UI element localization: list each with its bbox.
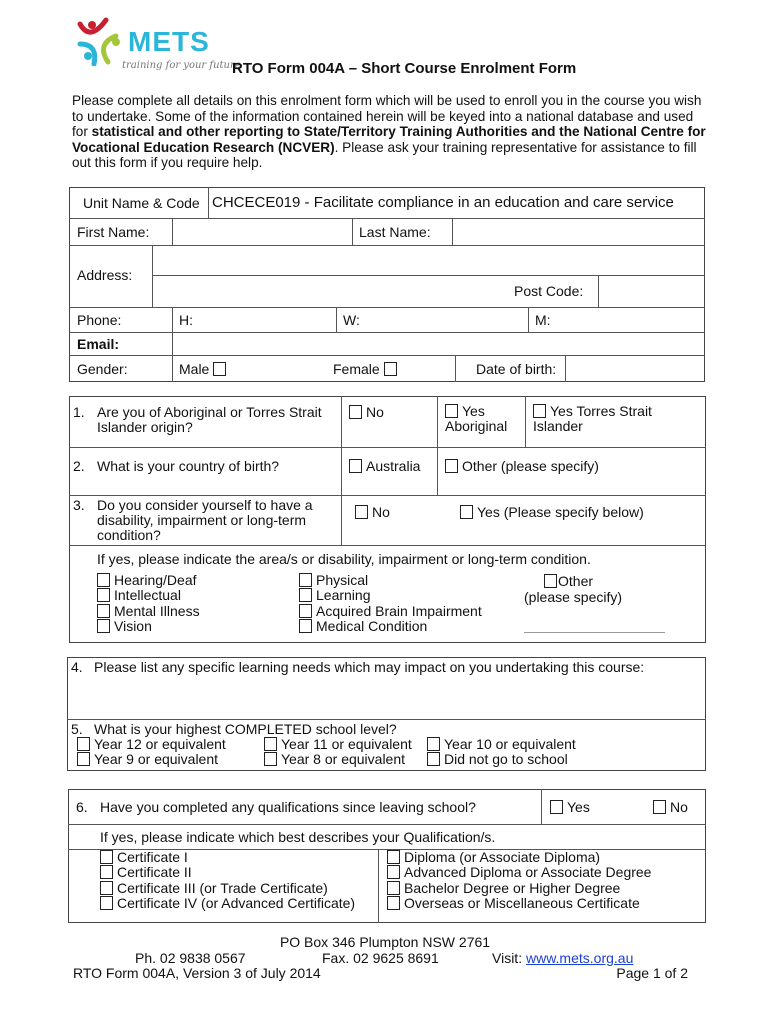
q2-australia-option[interactable] [349,458,420,474]
q3-text-line3: condition? [97,527,161,543]
mets-logo [76,16,241,78]
disability-option[interactable] [299,573,482,588]
disability-option[interactable] [97,573,200,588]
school-option[interactable] [77,736,226,752]
option-label: Did not go to school [444,751,568,767]
q6-yes-option[interactable] [550,799,590,815]
unit-value[interactable]: CHCECE019 - Facilitate compliance in an education and care service [212,194,674,211]
checkbox[interactable] [264,752,277,766]
option-label: Yes Torres Strait [550,403,652,419]
phone-label: Phone: [77,312,122,328]
option-label-line2: Islander [533,418,583,434]
checkbox[interactable] [100,865,113,879]
checkbox[interactable] [387,881,400,895]
option-label: Year 10 or equivalent [444,736,576,752]
option-label: Vision [114,617,152,634]
checkbox[interactable] [349,405,362,419]
qualification-col1 [100,850,355,911]
phone-home-label[interactable]: H: [179,312,193,328]
q4-number: 4. [71,659,83,675]
post-code-field[interactable] [599,276,703,306]
school-option[interactable] [427,751,568,767]
option-label: Bachelor Degree or Higher Degree [404,879,621,896]
disability-option[interactable] [299,604,482,619]
intro-text [72,93,707,171]
option-label: Yes [567,799,590,815]
footer-address: PO Box 346 Plumpton NSW 2761 [279,934,491,950]
school-option[interactable] [427,736,576,752]
q2-other-option[interactable] [445,458,599,474]
gender-male-option[interactable] [179,361,230,377]
disability-option[interactable] [299,619,482,634]
q3-no-option[interactable] [355,504,390,520]
checkbox[interactable] [427,752,440,766]
address-field[interactable] [153,246,703,274]
email-label: Email: [77,336,120,352]
checkbox[interactable] [299,604,312,618]
option-label: Yes (Please specify below) [477,504,644,520]
female-label: Female [333,361,380,377]
option-label: Certificate II [117,864,192,881]
disability-option[interactable] [97,588,200,603]
q3-text-line1: Do you consider yourself to have a [97,497,313,513]
option-label: No [670,799,688,815]
other-note: (please specify) [524,589,623,605]
q1-number: 1. [73,404,85,420]
logo-tagline: training for your future [122,60,241,71]
checkbox[interactable] [299,619,312,633]
q6-text: Have you completed any qualifications since leaving school? [100,799,476,815]
checkbox[interactable] [97,619,110,633]
checkbox[interactable] [387,865,400,879]
checkbox[interactable] [550,800,563,814]
checkbox[interactable] [387,850,400,864]
checkbox[interactable] [97,604,110,618]
checkbox[interactable] [427,737,440,751]
checkbox[interactable] [445,404,458,418]
checkbox[interactable] [533,404,546,418]
option-label: Diploma (or Associate Diploma) [404,849,601,865]
option-label: Certificate IV (or Advanced Certificate) [117,894,356,911]
q2-text: What is your country of birth? [97,458,280,474]
male-checkbox[interactable] [213,362,226,376]
checkbox[interactable] [100,881,113,895]
female-checkbox[interactable] [384,362,397,376]
first-name-field[interactable] [173,219,351,244]
address-label: Address: [77,267,133,283]
qualification-option[interactable] [387,896,651,911]
dob-field[interactable] [566,356,703,380]
form-title: RTO Form 004A – Short Course Enrolment Form [232,60,577,77]
q4-text: Please list any specific learning needs which may impact on you undertaking this course: [94,659,645,675]
option-label: Other (please specify) [462,458,599,474]
q1-yes-aboriginal-option[interactable] [445,404,507,434]
q1-text-line1: Are you of Aboriginal or Torres Strait [97,404,322,420]
checkbox[interactable] [355,505,368,519]
footer-phone: Ph. 02 9838 0567 [135,950,246,966]
checkbox[interactable] [445,459,458,473]
qualification-option[interactable] [100,865,355,880]
qualification-option[interactable] [387,881,651,896]
option-label: No [366,404,384,420]
website-link[interactable]: www.mets.org.au [525,950,634,966]
school-option[interactable] [77,751,218,767]
option-label: Other [558,573,594,589]
email-field[interactable] [173,333,703,354]
intro-bold: statistical and other reporting to State/Territory Training Authorities and the National Centre for Vocational Education Research (NCVER) [72,124,706,155]
option-label: Year 11 or equivalent [281,736,412,752]
q3-number: 3. [73,497,85,513]
q5-text: What is your highest COMPLETED school level? [94,721,397,737]
q3-text-line2: disability, impairment or long-term [97,512,307,528]
intro-part2: . Please ask your training representative for assistance to fill out this form if you require help. [72,139,697,171]
checkbox[interactable] [544,574,557,588]
gender-label: Gender: [77,361,128,377]
learning-needs-field[interactable] [70,677,704,717]
checkbox[interactable] [100,850,113,864]
option-label: Australia [366,458,421,474]
option-label: Learning [316,587,371,604]
option-label-line2: Aboriginal [445,418,508,434]
visit-label: Visit: [492,950,526,966]
option-label: Mental Illness [114,602,200,619]
gender-female-option[interactable] [333,361,401,377]
checkbox[interactable] [387,896,400,910]
last-name-label: Last Name: [359,224,431,240]
checkbox[interactable] [97,588,110,602]
last-name-field[interactable] [453,219,703,244]
option-label: No [372,504,390,520]
phone-work-label[interactable]: W: [343,312,360,328]
disability-col1 [97,573,200,634]
q3-yes-option[interactable] [460,504,644,520]
checkbox[interactable] [299,573,312,587]
checkbox[interactable] [77,737,90,751]
checkbox[interactable] [653,800,666,814]
q2-number: 2. [73,458,85,474]
option-label: Acquired Brain Impairment [316,602,482,619]
school-option[interactable] [264,736,412,752]
disability-option[interactable] [97,604,200,619]
option-label: Certificate I [117,849,188,865]
q6-prompt: If yes, please indicate which best describes your Qualification/s. [100,829,496,845]
first-name-label: First Name: [77,224,150,240]
intro-part1: Please complete all details on this enrolment form which will be used to enroll you in the course you wish to undertake. Some of the information contained herein will be keyed into a national database and used for [72,93,702,140]
option-label: Year 8 or equivalent [281,751,406,767]
q1-text-line2: Islander origin? [97,419,193,435]
other-specify-line[interactable] [524,632,665,633]
option-label: Overseas or Miscellaneous Certificate [404,894,640,911]
unit-label: Unit Name & Code [83,195,200,211]
footer-visit [492,950,633,966]
qualification-option[interactable] [100,881,355,896]
q1-yes-torres-strait-option[interactable] [533,404,652,434]
option-label: Yes [462,403,485,419]
phone-mobile-label[interactable]: M: [535,312,551,328]
disability-option[interactable] [97,619,200,634]
checkbox[interactable] [299,588,312,602]
qualification-option[interactable] [387,865,651,880]
option-label: Certificate III (or Trade Certificate) [117,879,328,896]
checkbox[interactable] [460,505,473,519]
disability-prompt: If yes, please indicate the area/s or disability, impairment or long-term condition. [97,551,591,567]
post-code-label: Post Code: [514,283,584,299]
qualification-option[interactable] [100,896,355,911]
checkbox[interactable] [77,752,90,766]
option-label: Intellectual [114,587,181,604]
option-label: Physical [316,572,369,588]
footer-version: RTO Form 004A, Version 3 of July 2014 [73,965,321,981]
dob-label: Date of birth: [476,361,557,377]
option-label: Medical Condition [316,617,428,634]
disability-option[interactable] [299,588,482,603]
school-option[interactable] [264,751,405,767]
option-label: Year 12 or equivalent [94,736,226,752]
logo-name: METS [128,26,210,57]
checkbox[interactable] [97,573,110,587]
checkbox[interactable] [349,459,362,473]
footer-fax: Fax. 02 9625 8691 [322,950,439,966]
checkbox[interactable] [264,737,277,751]
checkbox[interactable] [100,896,113,910]
page-number: Page 1 of 2 [616,965,688,981]
disability-other-option[interactable] [544,573,593,589]
qualification-option[interactable] [100,850,355,865]
q5-number: 5. [71,721,83,737]
option-label: Hearing/Deaf [114,572,197,588]
qualification-option[interactable] [387,850,651,865]
logo-figure-icon [76,16,124,66]
q6-number: 6. [76,799,88,815]
male-label: Male [179,361,210,377]
option-label: Year 9 or equivalent [94,751,219,767]
q6-no-option[interactable] [653,799,688,815]
disability-col2 [299,573,482,634]
qualification-col2 [387,850,651,911]
option-label: Advanced Diploma or Associate Degree [404,864,652,881]
q1-no-option[interactable] [349,404,384,420]
